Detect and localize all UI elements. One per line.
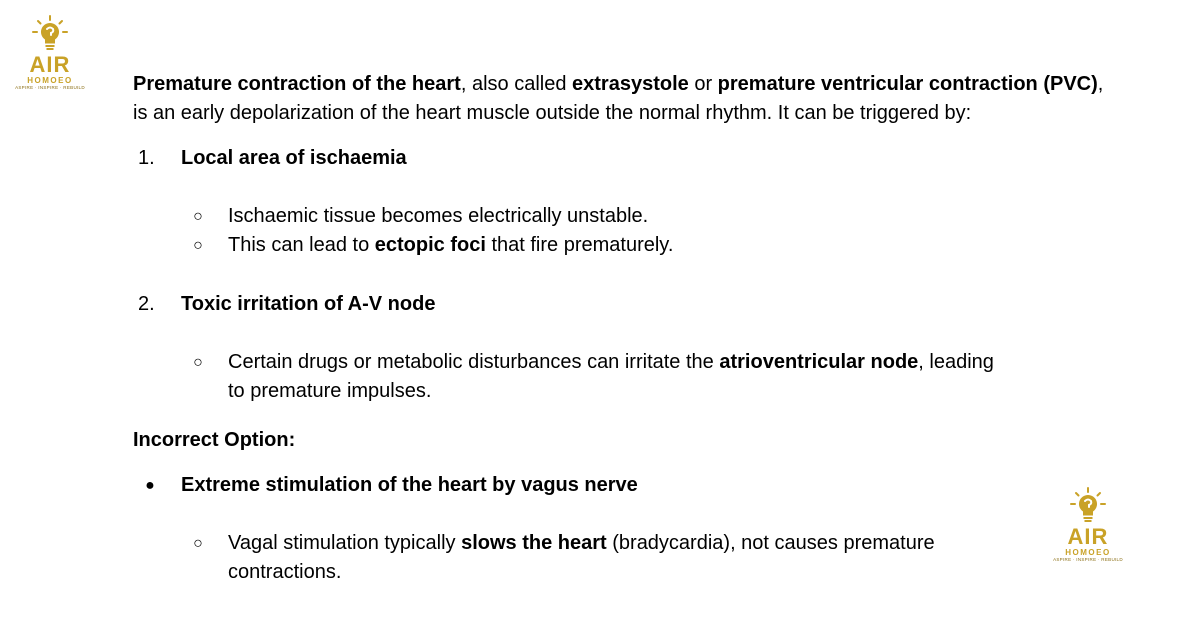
- logo-subname: HOMOEO: [27, 76, 73, 85]
- logo-name: AIR: [1067, 524, 1109, 549]
- sub-point: Certain drugs or metabolic disturbances can irritate the atrioventricular node, leading to premature impulses.: [228, 351, 994, 402]
- logo-tagline: ASPIRE · INSPIRE · REBUILD: [15, 85, 85, 90]
- sub-point: Ischaemic tissue becomes electrically unstable.: [228, 205, 649, 227]
- sub-bullet-icon: ○: [193, 535, 203, 552]
- logo-name: AIR: [29, 52, 71, 77]
- sub-point: This can lead to ectopic foci that fire prematurely.: [228, 234, 674, 256]
- incorrect-option-title: Extreme stimulation of the heart by vagus nerve: [181, 474, 638, 496]
- sub-bullet-icon: ○: [193, 208, 203, 225]
- brand-logo-watermark: [1053, 486, 1123, 563]
- sub-bullet-icon: ○: [193, 354, 203, 371]
- logo-tagline: ASPIRE · INSPIRE · REBUILD: [1053, 557, 1123, 562]
- intro-term: Premature contraction of the heart: [133, 73, 461, 95]
- sub-bullet-icon: ○: [193, 237, 203, 254]
- bulb-icon: [30, 14, 70, 54]
- incorrect-heading: Incorrect Option:: [133, 429, 296, 451]
- list-number: 1.: [138, 147, 155, 169]
- list-item-title: Toxic irritation of A-V node: [181, 293, 436, 315]
- list-number: 2.: [138, 293, 155, 315]
- brand-logo: [15, 14, 85, 91]
- bullet-icon: ●: [145, 477, 155, 494]
- list-item-title: Local area of ischaemia: [181, 147, 407, 169]
- logo-subname: HOMOEO: [1065, 548, 1111, 557]
- sub-point: Vagal stimulation typically slows the heart (bradycardia), not causes premature contractions.: [228, 532, 935, 583]
- intro-synonym-2: premature ventricular contraction (PVC): [717, 73, 1098, 95]
- intro-paragraph: Premature contraction of the heart, also called extrasystole or premature ventricular contraction (PVC), is an early depolarization of the heart muscle outside the normal rhythm. It can be triggered by:: [133, 73, 1104, 124]
- bulb-icon: [1068, 486, 1108, 526]
- intro-synonym-1: extrasystole: [572, 73, 689, 95]
